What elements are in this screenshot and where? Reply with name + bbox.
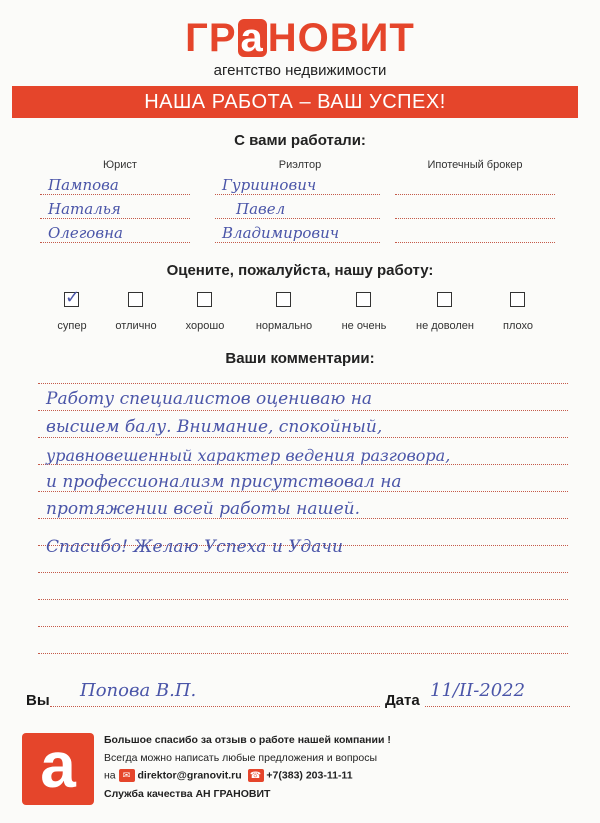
column-mortgage-broker: Ипотечный брокер xyxy=(427,159,523,171)
lawyer-line-2 xyxy=(40,218,190,219)
comment-line-9 xyxy=(38,599,568,600)
company-logo xyxy=(0,16,600,60)
logo-text-pre: ГР xyxy=(185,16,237,60)
comment-line-3 xyxy=(38,437,568,438)
column-realtor: Риэлтор xyxy=(278,159,322,171)
realtor-line-1 xyxy=(215,194,380,195)
comment-line-8 xyxy=(38,572,568,573)
realtor-surname: Гуриинович xyxy=(222,176,317,194)
rating-checkbox-dissatisfied[interactable] xyxy=(437,292,452,307)
realtor-line-3 xyxy=(215,242,380,243)
comment-text-1: Работу специалистов оцениваю на xyxy=(46,389,373,409)
footer-contacts xyxy=(104,769,353,782)
lawyer-first-name: Наталья xyxy=(48,200,121,218)
rating-title: Оцените, пожалуйста, нашу работу: xyxy=(166,262,434,279)
rating-checkbox-excellent[interactable] xyxy=(128,292,143,307)
realtor-line-2 xyxy=(215,218,380,219)
comments-title: Ваши комментарии: xyxy=(225,350,375,367)
date-label: Дата xyxy=(385,692,420,709)
comment-line-10 xyxy=(38,626,568,627)
brand-a-icon: а xyxy=(22,733,94,805)
date-value: 11/II-2022 xyxy=(430,680,526,701)
lawyer-line-1 xyxy=(40,194,190,195)
lawyer-patronymic: Олеговна xyxy=(48,224,123,242)
comment-text-4: и профессионализм присутствовал на xyxy=(46,472,402,492)
you-label: Вы xyxy=(26,692,50,709)
footer-invite: Всегда можно написать любые предложения и вопросы xyxy=(104,752,378,764)
lawyer-line-3 xyxy=(40,242,190,243)
rating-checkbox-super[interactable] xyxy=(64,287,81,307)
date-line xyxy=(425,706,570,707)
comment-text-3: уравновешенный характер ведения разговора, xyxy=(46,446,451,465)
lawyer-surname: Пампова xyxy=(48,176,119,194)
worked-with-title: С вами работали: xyxy=(234,132,366,149)
logo-text-post: НОВИТ xyxy=(267,16,415,60)
footer-service: Служба качества АН ГРАНОВИТ xyxy=(104,788,271,800)
footer-thanks: Большое спасибо за отзыв о работе нашей компании ! xyxy=(104,734,391,746)
realtor-patronymic: Владимирович xyxy=(222,224,340,242)
rating-label-excellent: отлично xyxy=(115,320,157,332)
company-subtitle: агентство недвижимости xyxy=(213,62,387,79)
rating-checkbox-good[interactable] xyxy=(197,292,212,307)
rating-checkbox-normal[interactable] xyxy=(276,292,291,307)
comment-text-2: высшем балу. Внимание, спокойный, xyxy=(46,417,383,437)
rating-label-not-great: не очень xyxy=(341,320,387,332)
phone-icon: ☎ xyxy=(248,769,264,782)
mail-icon: ✉ xyxy=(119,769,135,782)
broker-line-2 xyxy=(395,218,555,219)
comment-line-2 xyxy=(38,410,568,411)
column-lawyer: Юрист xyxy=(103,159,137,171)
you-signature: Попова В.П. xyxy=(80,680,197,701)
realtor-first-name: Павел xyxy=(236,200,286,218)
logo-letter-box: а xyxy=(238,19,267,57)
rating-checkbox-bad[interactable] xyxy=(510,292,525,307)
comment-text-5: протяжении всей работы нашей. xyxy=(46,499,361,519)
broker-line-1 xyxy=(395,194,555,195)
footer-phone-link[interactable]: +7(383) 203-11-11 xyxy=(266,769,353,782)
footer-on-label: на xyxy=(104,769,116,782)
rating-label-good: хорошо xyxy=(185,320,225,332)
comment-line-11 xyxy=(38,653,568,654)
rating-label-bad: плохо xyxy=(503,320,533,332)
slogan-banner: НАША РАБОТА – ВАШ УСПЕХ! xyxy=(12,86,578,118)
comment-text-6: Спасибо! Желаю Успеха и Удачи xyxy=(46,537,343,557)
rating-label-normal: нормально xyxy=(255,320,313,332)
you-line xyxy=(50,706,380,707)
rating-label-super: супер xyxy=(57,320,87,332)
comment-line-1 xyxy=(38,383,568,384)
checkmark-icon: ✓ xyxy=(65,287,81,307)
broker-line-3 xyxy=(395,242,555,243)
rating-checkbox-not-great[interactable] xyxy=(356,292,371,307)
rating-label-dissatisfied: не доволен xyxy=(416,320,474,332)
footer-email-link[interactable]: direktor@granovit.ru xyxy=(137,769,242,782)
